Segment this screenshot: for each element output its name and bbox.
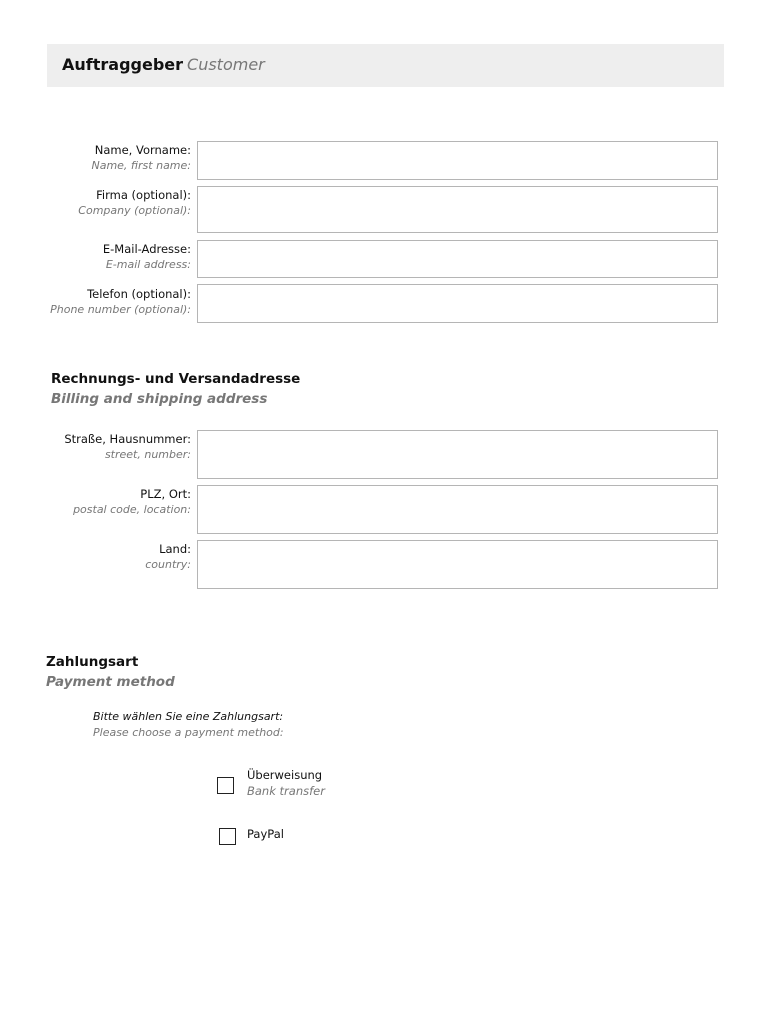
name-label-de: Name, Vorname: (94, 143, 191, 157)
customer-title-en: Customer (187, 55, 265, 74)
postal-label-de: PLZ, Ort: (140, 487, 191, 501)
payment-section-title (46, 653, 175, 692)
email-label (0, 242, 191, 272)
street-label-de: Straße, Hausnummer: (64, 432, 191, 446)
name-label-en: Name, first name: (91, 159, 191, 172)
customer-title-de: Auftraggeber (62, 55, 184, 74)
postal-field[interactable] (197, 485, 718, 534)
paypal-label (247, 826, 284, 842)
customer-section-title (62, 55, 265, 74)
name-label (0, 143, 191, 173)
street-label-en: street, number: (104, 448, 191, 461)
bank-transfer-label-de: Überweisung (247, 768, 323, 782)
phone-label (0, 287, 191, 317)
street-label (0, 432, 191, 462)
company-field[interactable] (197, 186, 718, 233)
payment-instruction (93, 709, 284, 741)
phone-label-de: Telefon (optional): (87, 287, 191, 301)
name-field[interactable] (197, 141, 718, 180)
phone-label-en: Phone number (optional): (50, 303, 191, 316)
country-label-en: country: (145, 558, 191, 571)
payment-instruction-de: Bitte wählen Sie eine Zahlungsart: (93, 710, 284, 723)
bank-transfer-label-en: Bank transfer (247, 784, 325, 798)
country-label (0, 542, 191, 572)
customer-section-header (47, 44, 724, 87)
postal-label-en: postal code, location: (73, 503, 191, 516)
payment-instruction-en: Please choose a payment method: (93, 726, 284, 739)
email-label-en: E-mail address: (105, 258, 191, 271)
email-field[interactable] (197, 240, 718, 278)
bank-transfer-label (247, 767, 325, 799)
company-label-de: Firma (optional): (96, 188, 191, 202)
postal-label (0, 487, 191, 517)
payment-title-en: Payment method (46, 674, 175, 690)
phone-field[interactable] (197, 284, 718, 323)
country-field[interactable] (197, 540, 718, 589)
address-section-title (51, 370, 300, 409)
paypal-label-de: PayPal (247, 827, 284, 841)
address-title-en: Billing and shipping address (51, 391, 268, 407)
bank-transfer-checkbox[interactable] (217, 777, 234, 794)
company-label (0, 188, 191, 218)
street-field[interactable] (197, 430, 718, 479)
company-label-en: Company (optional): (78, 204, 191, 217)
payment-title-de: Zahlungsart (46, 654, 139, 670)
address-title-de: Rechnungs- und Versandadresse (51, 371, 301, 387)
email-label-de: E-Mail-Adresse: (102, 242, 191, 256)
paypal-checkbox[interactable] (219, 828, 236, 845)
country-label-de: Land: (159, 542, 191, 556)
